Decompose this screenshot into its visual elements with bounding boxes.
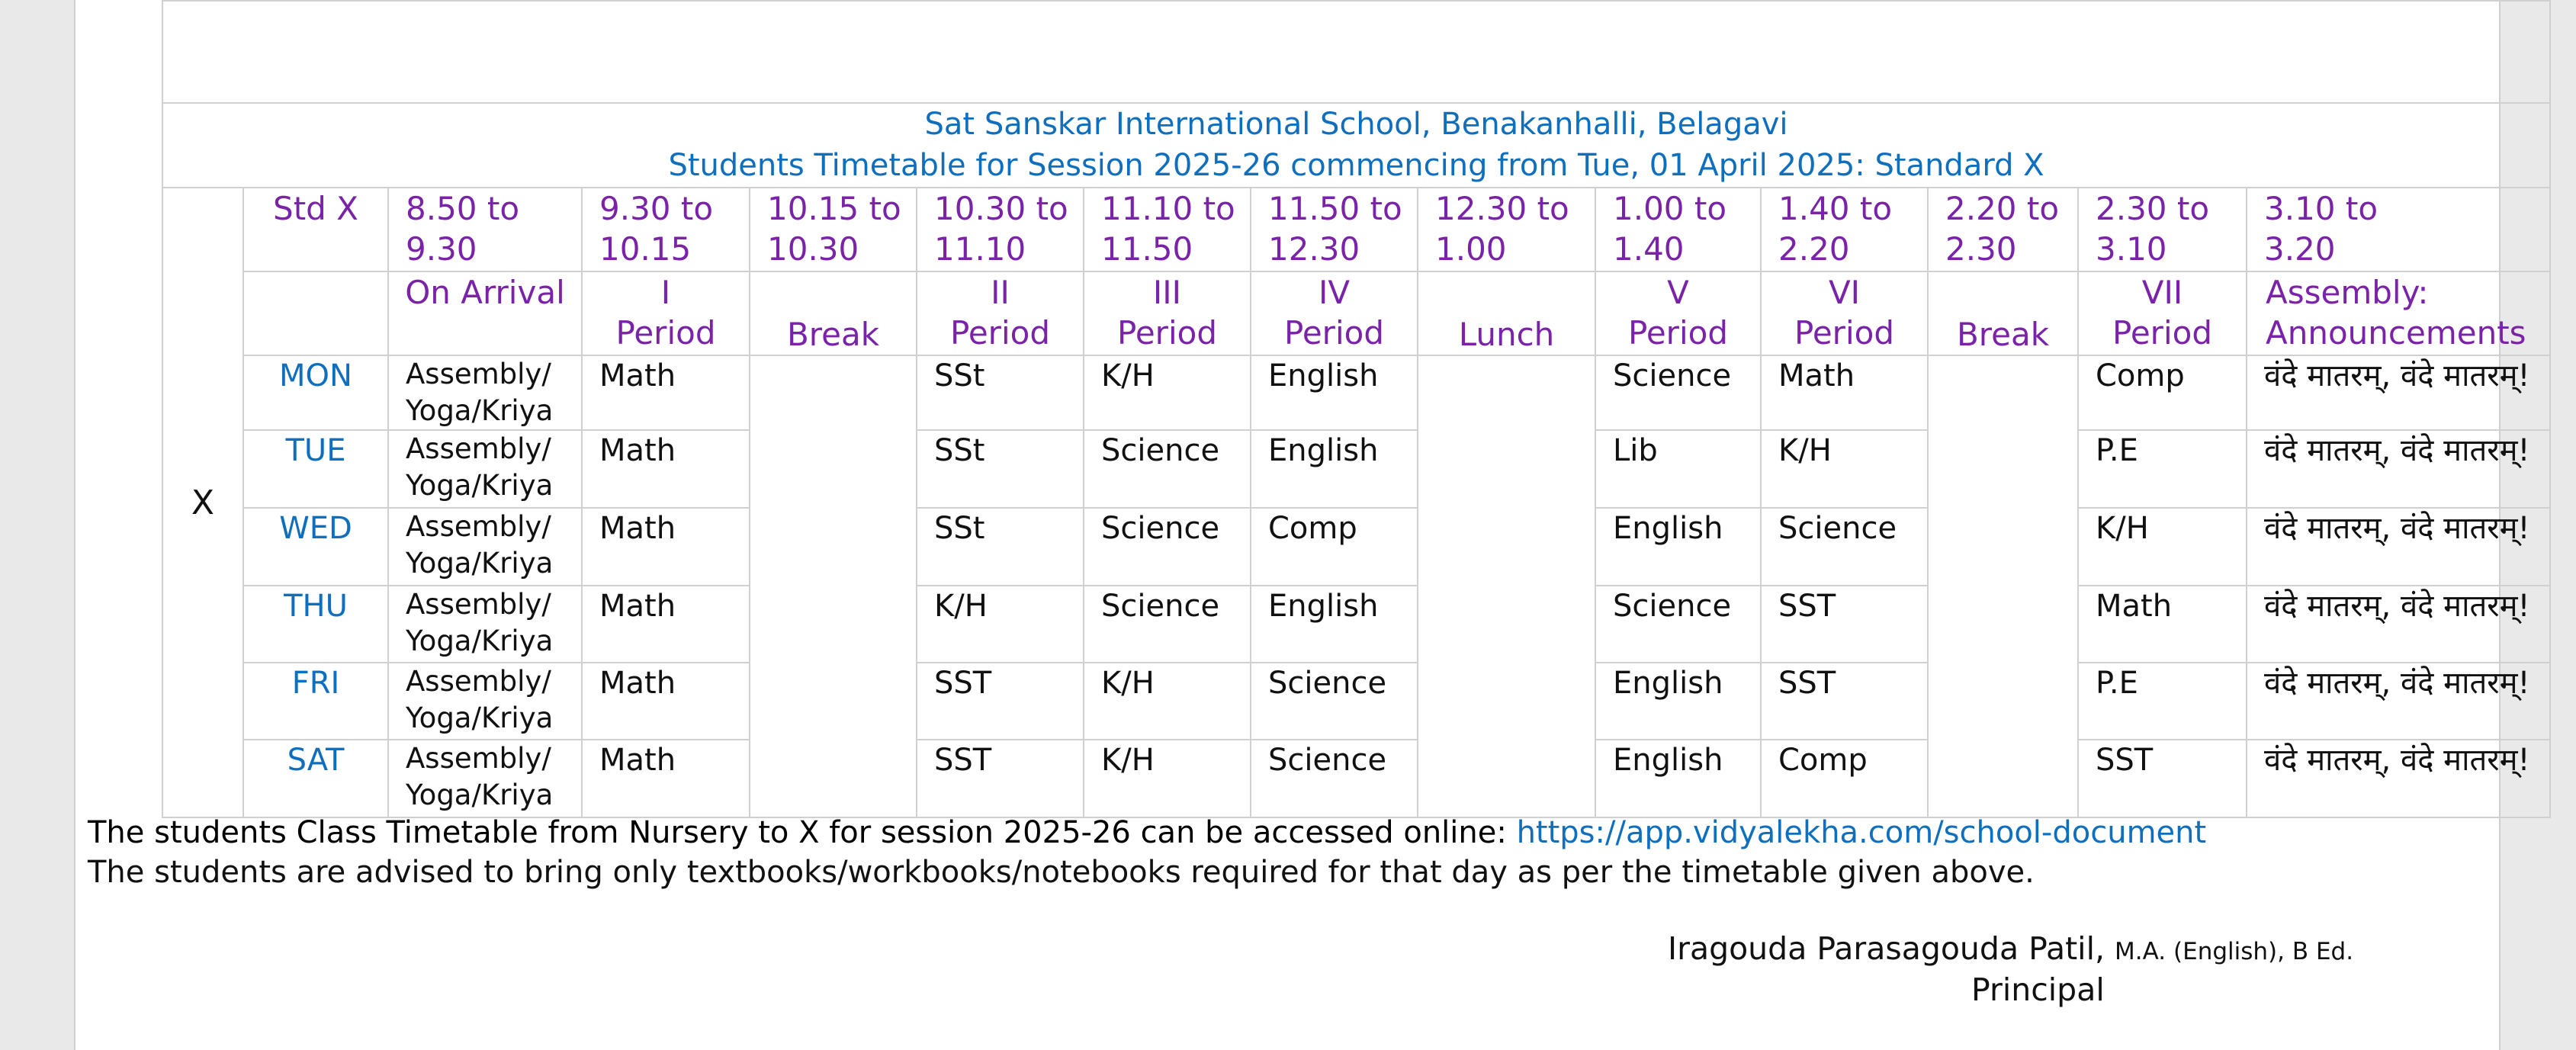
timetable-subtitle: Students Timetable for Session 2025-26 commencing from Tue, 01 April 2025: Standard X [668, 148, 2044, 183]
arrival-cell [388, 740, 582, 817]
online-access-note [88, 813, 2490, 853]
table-row [162, 586, 2550, 663]
table-row [162, 355, 2550, 430]
principal-signature [1668, 929, 2353, 971]
period-number: V [1667, 274, 1689, 311]
period-cell: English [1595, 663, 1761, 740]
period-header-4 [1251, 271, 1418, 355]
period-cell: English [1251, 430, 1418, 508]
blank-header-cell [243, 271, 388, 355]
arrival-line: Yoga/Kriya [406, 702, 554, 734]
time-end: 12.30 [1268, 230, 1360, 268]
arrival-line: Yoga/Kriya [406, 547, 554, 580]
lunch-column-cell [1418, 355, 1595, 817]
period-cell: English [1251, 586, 1418, 663]
time-end: 2.20 [1778, 230, 1850, 268]
period-number: II [991, 274, 1010, 311]
time-start: 1.40 to [1778, 190, 1893, 227]
arrival-cell [388, 355, 582, 430]
period-cell: Science [1084, 430, 1251, 508]
time-end: 2.30 [1945, 230, 2017, 268]
period-cell: Science [1595, 586, 1761, 663]
class-label: X [162, 188, 243, 817]
period-cell: SSt [917, 355, 1084, 430]
period-number: I [660, 274, 671, 311]
closing-cell: वंदे मातरम्, वंदे मातरम्! [2247, 430, 2550, 508]
timetable [162, 0, 2551, 818]
period-cell: Comp [1251, 508, 1418, 586]
closing-cell: वंदे मातरम्, वंदे मातरम्! [2247, 740, 2550, 817]
period-cell: SSt [917, 430, 1084, 508]
time-start: 11.10 to [1101, 190, 1235, 227]
period-cell: K/H [1084, 663, 1251, 740]
period-word: Period [1794, 314, 1894, 352]
blank-top-cell [162, 1, 2550, 103]
time-p3 [1084, 188, 1251, 271]
period-cell: Math [582, 508, 750, 586]
time-p5 [1595, 188, 1761, 271]
arrival-line: Assembly/ [406, 742, 551, 775]
period-cell: K/H [1084, 740, 1251, 817]
time-end: 1.00 [1435, 230, 1507, 268]
time-start: 2.20 to [1945, 190, 2060, 227]
period-cell: Math [2078, 586, 2247, 663]
timetable-body [162, 1, 2550, 817]
period-header-2 [917, 271, 1084, 355]
arrival-line: Assembly/ [406, 510, 551, 543]
announcements-label: Announcements [2266, 314, 2526, 352]
period-header-row [162, 271, 2550, 355]
title-row [162, 103, 2550, 188]
time-start: 12.30 to [1435, 190, 1569, 227]
arrival-line: Assembly/ [406, 432, 551, 465]
assembly-header [2247, 271, 2550, 355]
period-cell: English [1595, 740, 1761, 817]
principal-name: Iragouda Parasagouda Patil, [1668, 930, 2105, 967]
std-header [243, 188, 388, 271]
title-cell [162, 103, 2550, 188]
period-cell: SSt [917, 508, 1084, 586]
time-end: 3.20 [2264, 230, 2336, 268]
table-row [162, 508, 2550, 586]
arrival-line: Yoga/Kriya [406, 469, 554, 502]
assembly-label: Assembly: [2266, 274, 2429, 311]
period-header-7 [2078, 271, 2247, 355]
period-cell: Lib [1595, 430, 1761, 508]
period-cell: SST [917, 740, 1084, 817]
time-assembly [2247, 188, 2550, 271]
period-number: VII [2141, 274, 2183, 311]
table-row [162, 740, 2550, 817]
lunch-header [1418, 271, 1595, 355]
period-cell: English [1595, 508, 1761, 586]
period-cell: Science [1084, 508, 1251, 586]
time-p4 [1251, 188, 1418, 271]
break-column-cell [1928, 355, 2078, 817]
period-word: Period [1628, 314, 1728, 352]
period-cell: Science [1761, 508, 1928, 586]
period-cell: Math [1761, 355, 1928, 430]
arrival-cell [388, 508, 582, 586]
arrival-cell [388, 586, 582, 663]
time-end: 9.30 [406, 230, 477, 268]
arrival-line: Yoga/Kriya [406, 625, 554, 657]
arrival-cell [388, 430, 582, 508]
period-cell: Comp [1761, 740, 1928, 817]
period-cell: SST [1761, 663, 1928, 740]
closing-cell: वंदे मातरम्, वंदे मातरम्! [2247, 586, 2550, 663]
time-p6 [1761, 188, 1928, 271]
break-header-2 [1928, 271, 2078, 355]
std-header-label: Std X [273, 190, 358, 227]
arrival-line: Assembly/ [406, 588, 551, 621]
period-cell: P.E [2078, 663, 2247, 740]
period-cell: K/H [1761, 430, 1928, 508]
principal-role: Principal [1971, 971, 2105, 1008]
period-word: Period [1117, 314, 1217, 352]
closing-cell: वंदे मातरम्, वंदे मातरम्! [2247, 508, 2550, 586]
time-start: 1.00 to [1613, 190, 1727, 227]
period-cell: Science [1251, 740, 1418, 817]
closing-cell: वंदे मातरम्, वंदे मातरम्! [2247, 355, 2550, 430]
period-cell: Math [582, 430, 750, 508]
day-label: FRI [243, 663, 388, 740]
time-end: 1.40 [1613, 230, 1685, 268]
period-word: Period [615, 314, 716, 352]
break-header-1 [750, 271, 917, 355]
time-end: 3.10 [2096, 230, 2167, 268]
period-cell: K/H [917, 586, 1084, 663]
break-label: Break [1956, 316, 2050, 353]
time-start: 8.50 to [406, 190, 520, 227]
arrival-cell [388, 663, 582, 740]
arrival-line: Assembly/ [406, 358, 551, 390]
period-word: Period [2112, 314, 2212, 352]
time-p1 [582, 188, 750, 271]
arrival-line: Assembly/ [406, 665, 551, 698]
arrival-line: Yoga/Kriya [406, 779, 554, 811]
day-label: SAT [243, 740, 388, 817]
time-start: 2.30 to [2096, 190, 2210, 227]
time-end: 11.10 [934, 230, 1026, 268]
period-word: Period [1284, 314, 1384, 352]
blank-top-row [162, 1, 2550, 103]
time-end: 10.30 [767, 230, 859, 268]
time-lunch [1418, 188, 1595, 271]
period-cell: SST [2078, 740, 2247, 817]
time-start: 11.50 to [1268, 190, 1402, 227]
table-row [162, 430, 2550, 508]
period-cell: English [1251, 355, 1418, 430]
time-break1 [750, 188, 917, 271]
time-p2 [917, 188, 1084, 271]
time-arrival [388, 188, 582, 271]
period-cell: Math [582, 663, 750, 740]
table-row [162, 663, 2550, 740]
period-cell: Math [582, 740, 750, 817]
period-number: IV [1318, 274, 1351, 311]
day-label: MON [243, 355, 388, 430]
time-start: 10.30 to [934, 190, 1068, 227]
time-end: 11.50 [1101, 230, 1193, 268]
arrival-label: On Arrival [405, 274, 565, 311]
closing-cell: वंदे मातरम्, वंदे मातरम्! [2247, 663, 2550, 740]
period-cell: Science [1251, 663, 1418, 740]
time-p7 [2078, 188, 2247, 271]
day-label: TUE [243, 430, 388, 508]
period-cell: Science [1595, 355, 1761, 430]
time-start: 10.15 to [767, 190, 901, 227]
books-advice-note: The students are advised to bring only textbooks/workbooks/notebooks required for that day as per the timetable given above. [88, 855, 2035, 890]
time-header-row [162, 188, 2550, 271]
principal-qualification: M.A. (English), B Ed. [2115, 938, 2354, 965]
period-number: III [1152, 274, 1182, 311]
period-cell: Math [582, 355, 750, 430]
online-access-text: The students Class Timetable from Nursery to X for session 2025-26 can be accessed online: [88, 815, 1517, 850]
time-start: 9.30 to [599, 190, 714, 227]
period-number: VI [1828, 274, 1861, 311]
lunch-label: Lunch [1458, 316, 1555, 353]
period-header-6 [1761, 271, 1928, 355]
arrival-line: Yoga/Kriya [406, 394, 554, 427]
break-column-cell [750, 355, 917, 817]
timetable-link[interactable]: https://app.vidyalekha.com/school-document [1516, 815, 2207, 850]
period-cell: Comp [2078, 355, 2247, 430]
time-start: 3.10 to [2264, 190, 2378, 227]
period-cell: Science [1084, 586, 1251, 663]
school-name: Sat Sanskar International School, Benakanhalli, Belagavi [924, 107, 1788, 142]
time-break2 [1928, 188, 2078, 271]
time-end: 10.15 [599, 230, 692, 268]
period-cell: K/H [1084, 355, 1251, 430]
period-word: Period [950, 314, 1050, 352]
break-label: Break [786, 316, 880, 353]
arrival-header [388, 271, 582, 355]
day-label: WED [243, 508, 388, 586]
document-page [74, 0, 2530, 1050]
period-header-1 [582, 271, 750, 355]
period-header-5 [1595, 271, 1761, 355]
day-label: THU [243, 586, 388, 663]
period-cell: Math [582, 586, 750, 663]
period-header-3 [1084, 271, 1251, 355]
period-cell: SST [917, 663, 1084, 740]
period-cell: K/H [2078, 508, 2247, 586]
period-cell: SST [1761, 586, 1928, 663]
period-cell: P.E [2078, 430, 2247, 508]
